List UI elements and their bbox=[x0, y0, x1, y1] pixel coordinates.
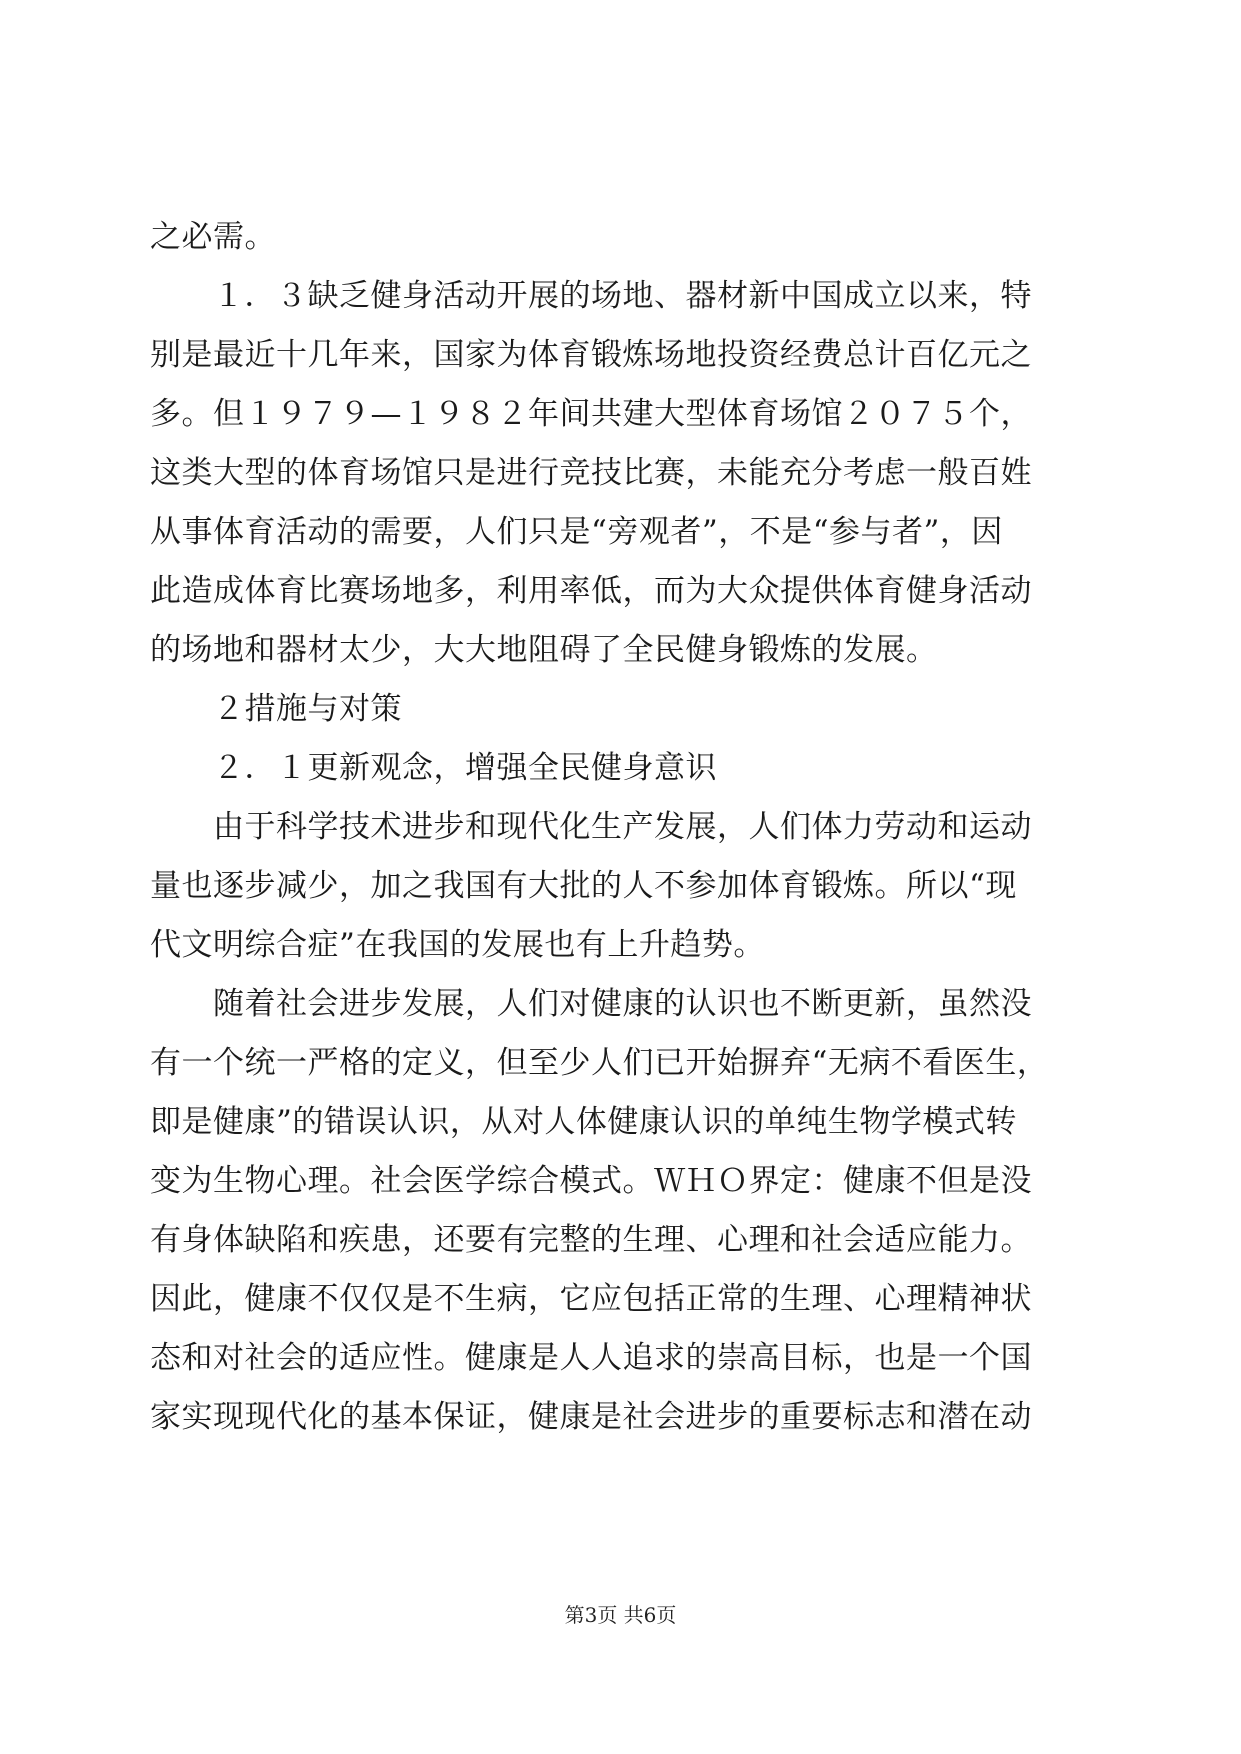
text-line: 有身体缺陷和疾患，还要有完整的生理、心理和社会适应能力。 bbox=[150, 1222, 1032, 1258]
text-line: 态和对社会的适应性。健康是人人追求的崇高目标，也是一个国 bbox=[150, 1340, 1032, 1376]
subsection-heading: ２．１更新观念，增强全民健身意识 bbox=[150, 750, 717, 786]
text-line: 有一个统一严格的定义，但至少人们已开始摒弃“无病不看医生， bbox=[150, 1045, 1049, 1081]
text-line: 代文明综合症”在我国的发展也有上升趋势。 bbox=[150, 927, 765, 963]
text-line: １．３缺乏健身活动开展的场地、器材新中国成立以来，特 bbox=[150, 278, 1032, 314]
text-line: 因此，健康不仅仅是不生病，它应包括正常的生理、心理精神状 bbox=[150, 1281, 1032, 1317]
section-heading: ２措施与对策 bbox=[150, 691, 402, 727]
page-number-footer: 第3页 共6页 bbox=[564, 1603, 677, 1627]
text-line: 变为生物心理。社会医学综合模式。ＷＨＯ界定：健康不但是没 bbox=[150, 1163, 1032, 1199]
text-line: 之必需。 bbox=[150, 219, 276, 255]
text-line: 家实现现代化的基本保证，健康是社会进步的重要标志和潜在动 bbox=[150, 1399, 1032, 1435]
text-line: 从事体育活动的需要，人们只是“旁观者”，不是“参与者”，因 bbox=[150, 514, 1003, 550]
text-line: 随着社会进步发展，人们对健康的认识也不断更新，虽然没 bbox=[150, 986, 1032, 1022]
text-line: 的场地和器材太少，大大地阻碍了全民健身锻炼的发展。 bbox=[150, 632, 938, 668]
text-line: 这类大型的体育场馆只是进行竞技比赛，未能充分考虑一般百姓 bbox=[150, 455, 1032, 491]
text-line: 由于科学技术进步和现代化生产发展，人们体力劳动和运动 bbox=[150, 809, 1032, 845]
text-line: 此造成体育比赛场地多，利用率低，而为大众提供体育健身活动 bbox=[150, 573, 1032, 609]
text-line: 量也逐步减少，加之我国有大批的人不参加体育锻炼。所以“现 bbox=[150, 868, 1017, 904]
text-line: 即是健康”的错误认识，从对人体健康认识的单纯生物学模式转 bbox=[150, 1104, 1017, 1140]
text-line: 多。但１９７９—１９８２年间共建大型体育场馆２０７５个， bbox=[150, 396, 1032, 432]
text-line: 别是最近十几年来，国家为体育锻炼场地投资经费总计百亿元之 bbox=[150, 337, 1032, 373]
